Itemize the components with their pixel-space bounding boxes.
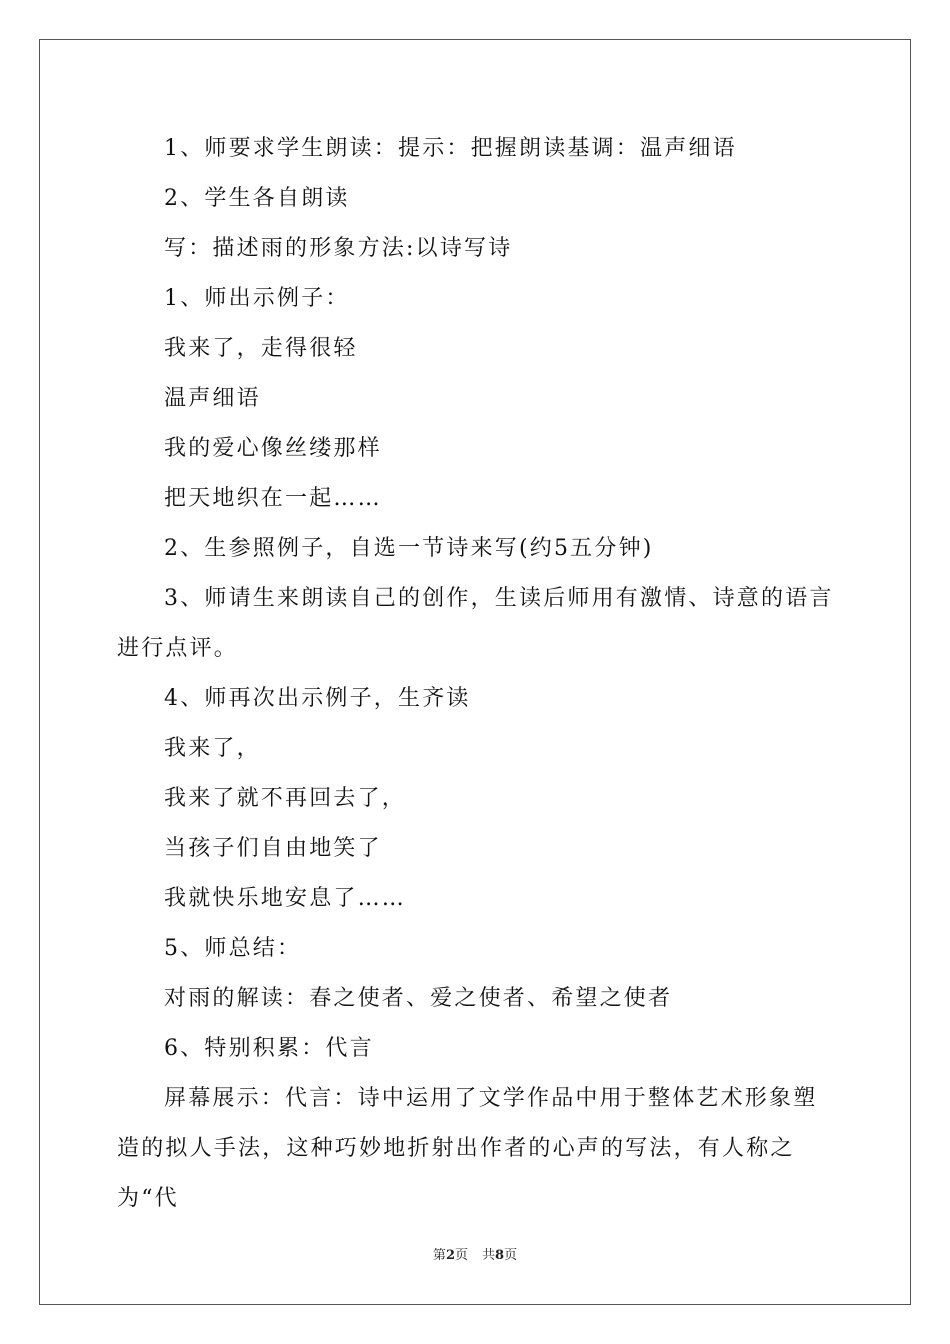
- total-prefix: 共: [482, 1248, 496, 1263]
- poem-line: 我来了，走得很轻: [164, 336, 358, 361]
- paragraph: 3、师请生来朗读自己的创作，生读后师用有激情、诗意的语言进行点评。: [117, 586, 834, 661]
- paragraph: 6、特别积累：代言: [164, 1036, 374, 1061]
- page-number: 2: [445, 1248, 455, 1263]
- paragraph: 对雨的解读：春之使者、爱之使者、希望之使者: [164, 986, 673, 1011]
- total-suffix: 页: [504, 1248, 518, 1263]
- page-prefix: 第: [432, 1248, 446, 1263]
- poem-line: 我来了，: [164, 736, 261, 761]
- paragraph: 写：描述雨的形象方法:以诗写诗: [164, 236, 513, 261]
- poem-line: 把天地织在一起……: [164, 486, 382, 511]
- paragraph: 2、生参照例子，自选一节诗来写(约5五分钟): [164, 536, 654, 561]
- page-suffix: 页: [454, 1248, 468, 1263]
- paragraph: 1、师要求学生朗读：提示：把握朗读基调：温声细语: [164, 136, 737, 161]
- poem-line: 我的爱心像丝缕那样: [164, 436, 382, 461]
- paragraph: 2、学生各自朗读: [164, 186, 350, 211]
- document-body: [117, 124, 835, 1224]
- paragraph: 屏幕展示：代言：诗中运用了文学作品中用于整体艺术形象塑造的拟人手法，这种巧妙地折射出作者的心声的写法，有人称之为“代: [117, 1086, 818, 1211]
- poem-line: 我来了就不再回去了，: [164, 786, 407, 811]
- paragraph: 1、师出示例子：: [164, 286, 350, 311]
- poem-line: 温声细语: [164, 386, 261, 411]
- total-pages: 8: [495, 1248, 505, 1263]
- poem-line: 我就快乐地安息了……: [164, 886, 407, 911]
- paragraph: 5、师总结：: [164, 936, 302, 961]
- page-footer: [0, 1247, 950, 1265]
- poem-line: 当孩子们自由地笑了: [164, 836, 382, 861]
- paragraph: 4、师再次出示例子，生齐读: [164, 686, 471, 711]
